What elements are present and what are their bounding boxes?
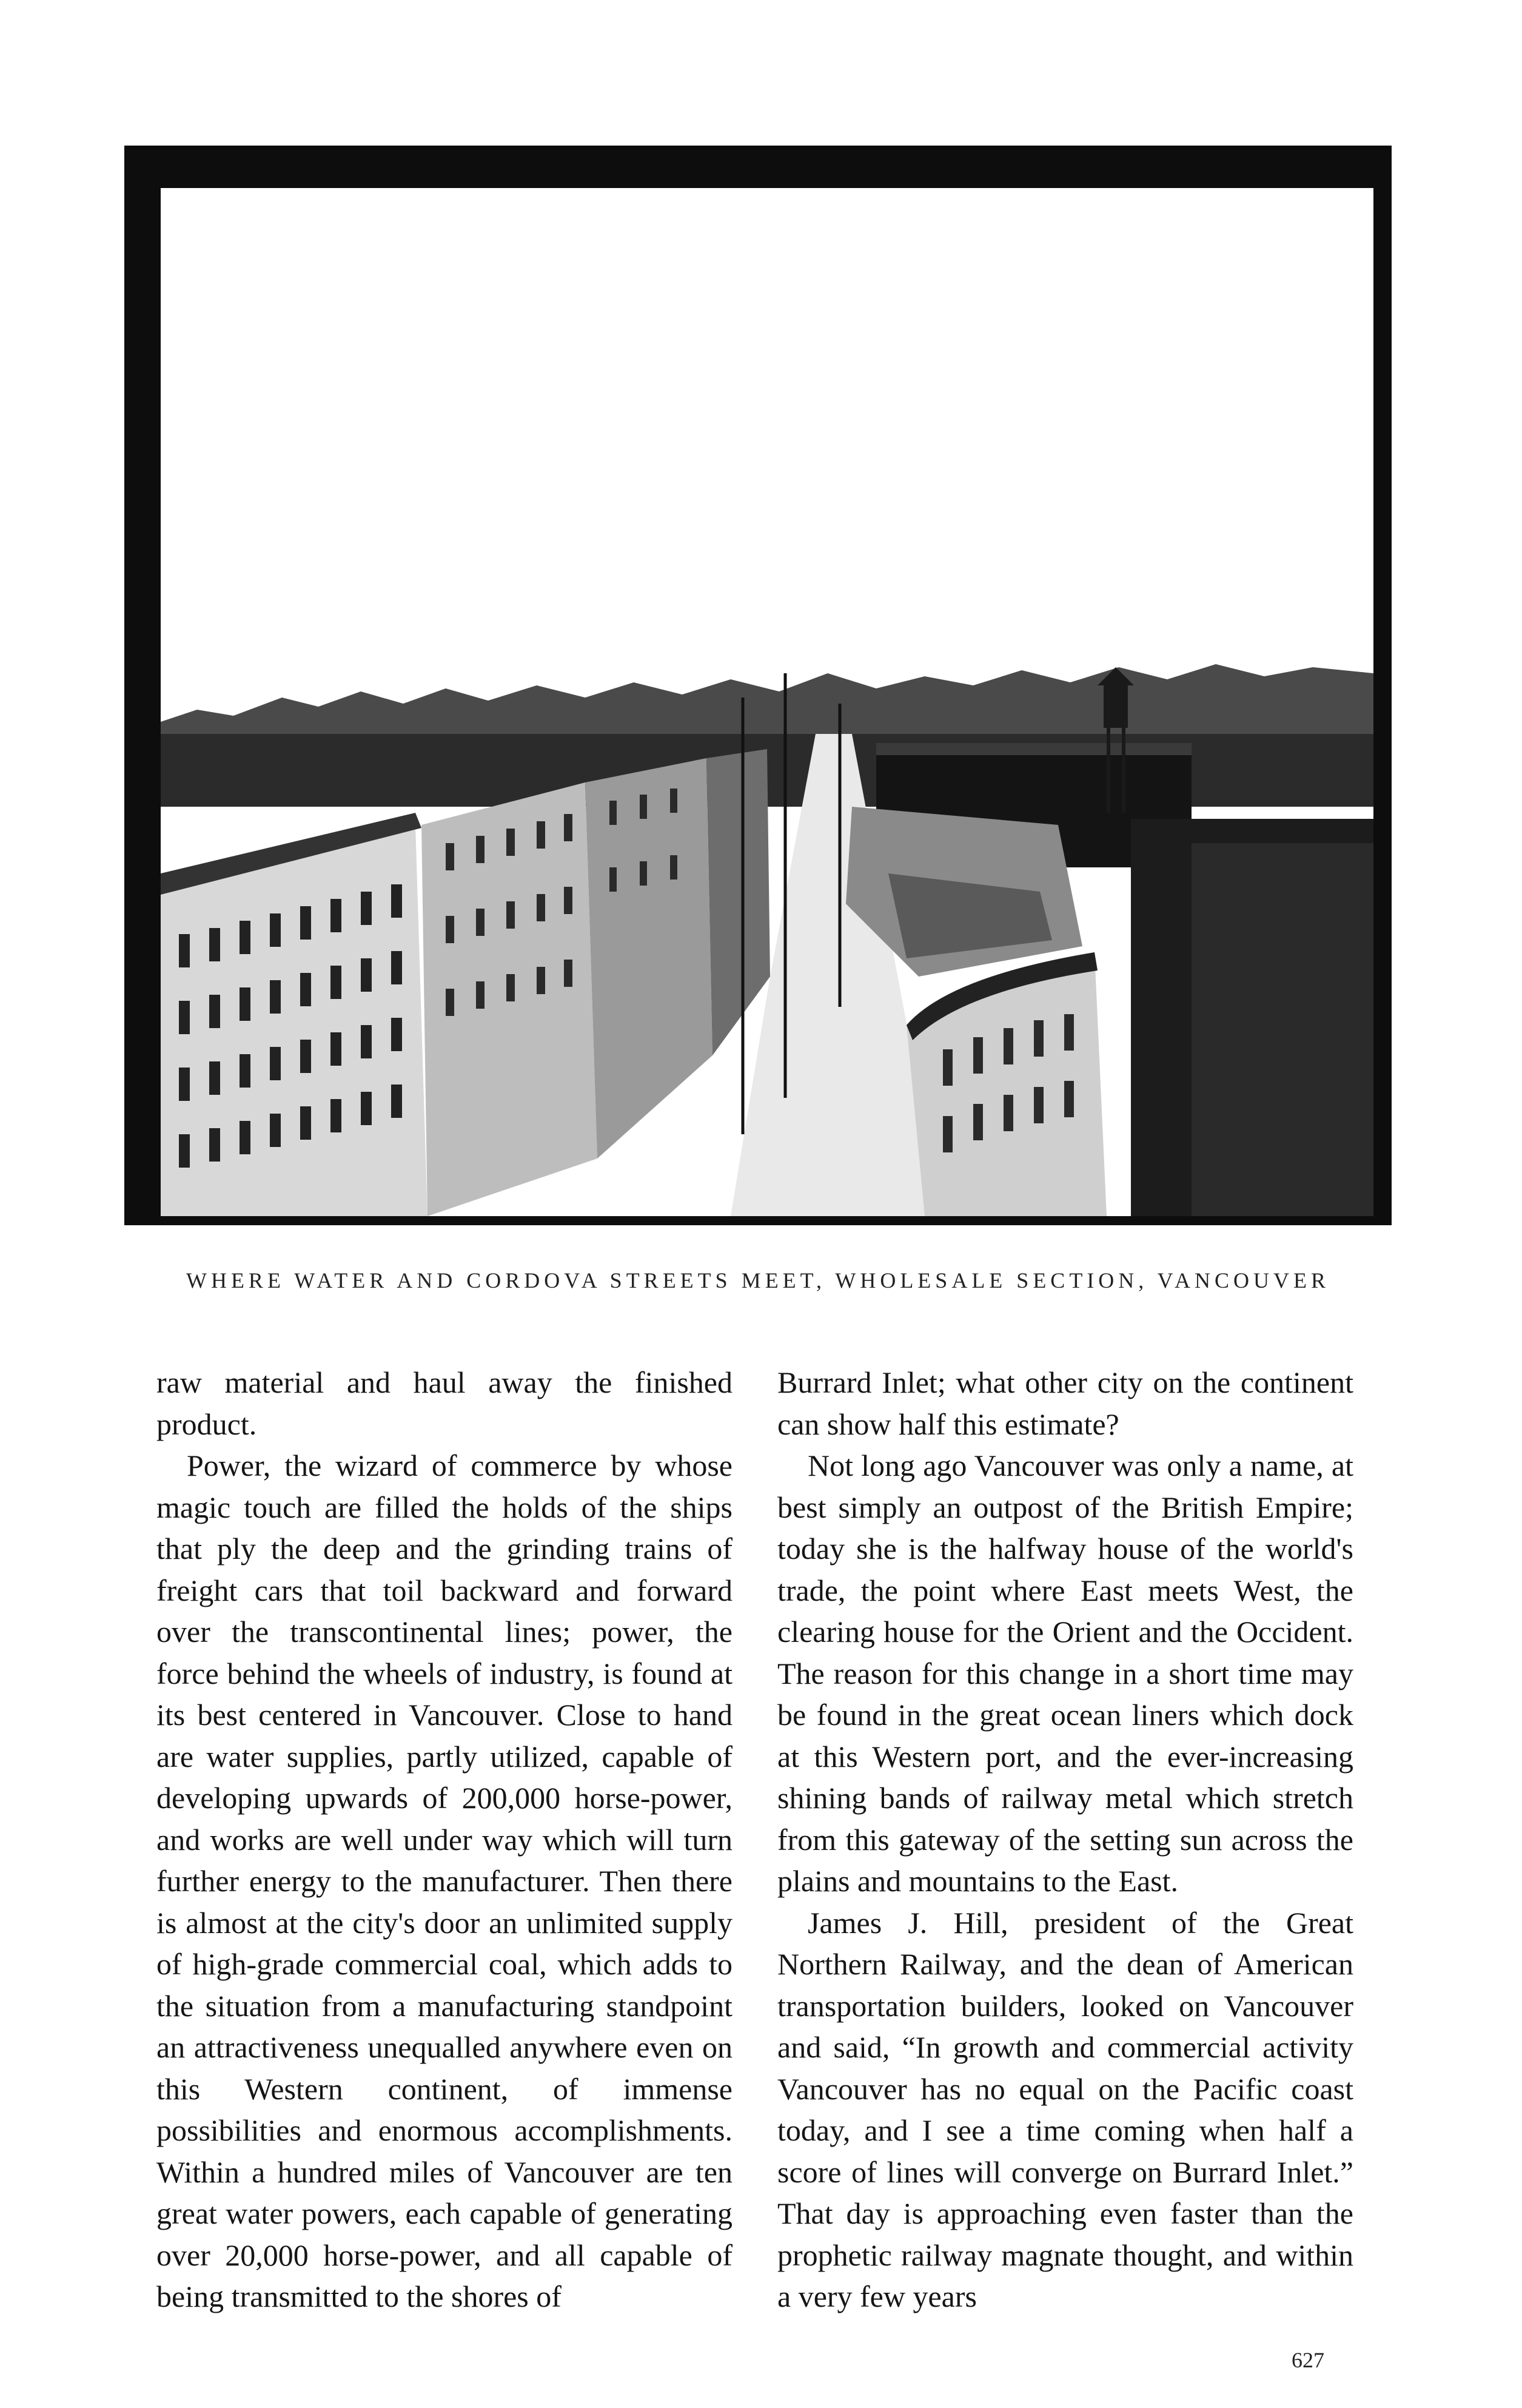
paragraph: Power, the wizard of commerce by whose magic touch are filled the holds of the ships that ply the deep and the grinding trains of freight cars that toil backward and forward over the transcontinental lines; power, the force behind the wheels of industry, is found at its best centered in Vancouver. Close to hand are water supplies, partly utilized, capable of developing upwards of 200,000 horse-power, and works are well under way which will turn further energy to the manufacturer. Then there is almost at the city's door an unlimited supply of high-grade commercial coal, which adds to the situation from a manufacturing standpoint an attractiveness unequalled anywhere even on this Western continent, of immense possibilities and enormous accomplishments. Within a hundred miles of Vancouver are ten great water powers, each capable of generating over 20,000 horse-power, and all capable of being transmitted to the shores of bbox=[156, 1448, 733, 2313]
article-column-left bbox=[156, 1362, 733, 2318]
paragraph: raw material and haul away the finished product. bbox=[156, 1365, 733, 1441]
city-scene-illustration bbox=[161, 188, 1373, 1216]
paragraph: James J. Hill, president of the Great Northern Railway, and the dean of American transportation builders, looked on Vancouver and said, “In growth and commercial activity Vancouver has no equal on the Pacific coast today, and I see a time coming when half a score of lines will converge on Burrard Inlet.” That day is approaching even faster than the prophetic railway magnate thought, and within a very few years bbox=[777, 1905, 1353, 2313]
photo-caption: WHERE WATER AND CORDOVA STREETS MEET, WHOLESALE SECTION, VANCOUVER bbox=[186, 1268, 1330, 1293]
paragraph: Burrard Inlet; what other city on the continent can show half this estimate? bbox=[777, 1365, 1353, 1441]
street-photograph bbox=[161, 188, 1373, 1216]
paragraph: Not long ago Vancouver was only a name, at best simply an outpost of the British Empire; today she is the halfway house of the world's trade, the point where East meets West, the clearing house for the Orient and the Occident. The reason for this change in a short time may be found in the great ocean liners which dock at this Western port, and the ever-increasing shining bands of railway metal which stretch from this gateway of the setting sun across the plains and mountains to the East. bbox=[777, 1448, 1353, 1898]
article-column-right bbox=[777, 1362, 1353, 2318]
page-number: 627 bbox=[1292, 2348, 1324, 2372]
